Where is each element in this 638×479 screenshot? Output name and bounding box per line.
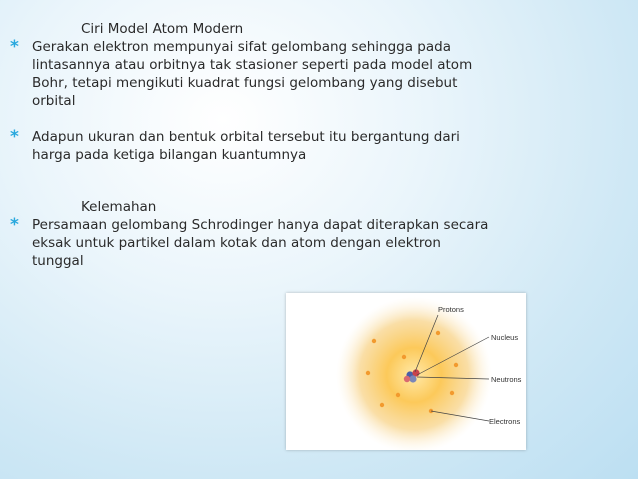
bullet-item: [10, 128, 490, 164]
bullet-item: [10, 38, 490, 110]
electron-dot: [436, 331, 440, 335]
electron-dot: [366, 371, 370, 375]
bullet-text: Gerakan elektron mempunyai sifat gelombang sehingga pada lintasannya atau orbitnya tak stasioner seperti pada model atom Bohr, tetapi mengikuti kuadrat fungsi gelombang yang disebut orbital: [32, 39, 473, 109]
label-neutrons: Neutrons: [491, 375, 522, 384]
bullet-star-icon: *: [10, 127, 19, 147]
bullet-star-icon: *: [10, 215, 19, 235]
bullet-star-icon: *: [10, 37, 19, 57]
electron-dot: [372, 339, 376, 343]
bullet-text: Persamaan gelombang Schrodinger hanya dapat diterapkan secara eksak untuk partikel dalam kotak dan atom dengan elektron tunggal: [32, 217, 489, 269]
label-protons: Protons: [438, 305, 464, 314]
heading-ciri-model-atom-modern: Ciri Model Atom Modern: [81, 21, 244, 37]
electron-dot: [454, 363, 458, 367]
label-nucleus: Nucleus: [491, 333, 519, 342]
bullet-text: Adapun ukuran dan bentuk orbital tersebut itu bergantung dari harga pada ketiga bilangan kuantumnya: [32, 129, 460, 163]
bullet-item: [10, 216, 490, 270]
electron-dot: [450, 391, 454, 395]
electron-dot: [402, 355, 406, 359]
atom-diagram-svg: [286, 293, 526, 450]
label-electrons: Electrons: [489, 417, 521, 426]
atom-diagram: [286, 293, 526, 450]
heading-kelemahan: Kelemahan: [81, 199, 157, 215]
electron-dot: [396, 393, 400, 397]
electron-dot: [380, 403, 384, 407]
neutron-particle: [409, 375, 416, 382]
proton-particle: [404, 376, 410, 382]
